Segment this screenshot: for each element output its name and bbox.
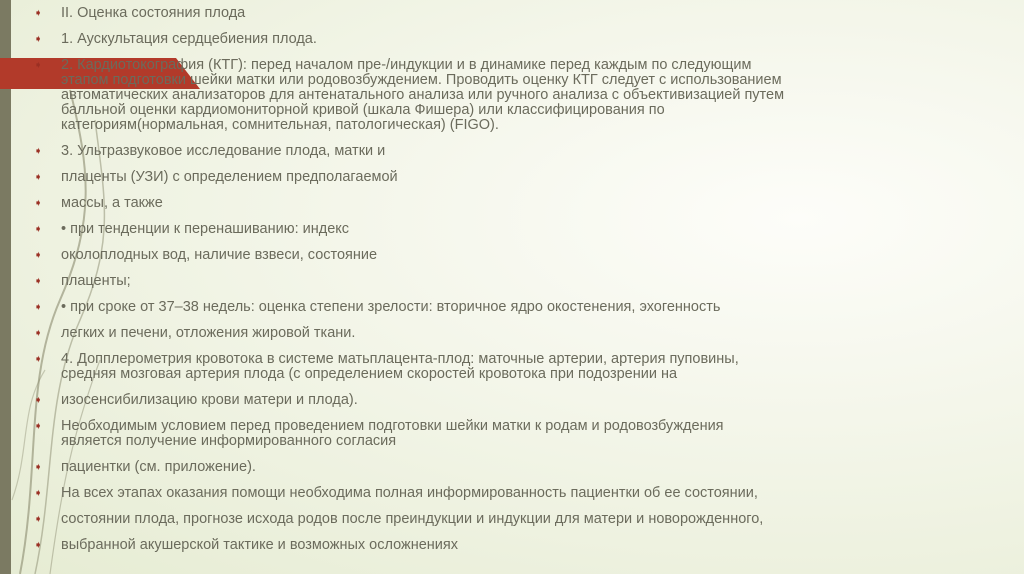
list-item-text: 2. Кардиотокография (КТГ): перед началом пре-/индукции и в динамике перед каждым по следующим этапом подготовки шейки матки или родовозбуждением. Проводить оценку КТГ следует с использованием автоматических анализаторов для антенатального анализа или ручного анализа с объективизацией путем балльной оценки кардиомониторной кривой (шкала Фишера) или классифицирования по категориям(нормальная, сомнительная, патологическая) (FIGO). bbox=[61, 57, 785, 133]
arrow-bullet-icon: ➧ bbox=[34, 302, 43, 313]
list-item-text: массы, а также bbox=[61, 195, 163, 211]
list-item bbox=[34, 393, 994, 408]
arrow-bullet-icon: ➧ bbox=[34, 395, 43, 406]
arrow-bullet-icon: ➧ bbox=[34, 421, 43, 432]
list-item bbox=[34, 6, 994, 21]
arrow-bullet-icon: ➧ bbox=[34, 354, 43, 365]
list-item-text: Необходимым условием перед проведением подготовки шейки матки к родам и родовозбуждения является получение информированного согласия bbox=[61, 418, 724, 449]
arrow-bullet-icon: ➧ bbox=[34, 146, 43, 157]
list-item bbox=[34, 274, 994, 289]
list-item-text: выбранной акушерской тактике и возможных осложнениях bbox=[61, 537, 459, 553]
arrow-bullet-icon: ➧ bbox=[34, 250, 43, 261]
list-item bbox=[34, 170, 994, 185]
arrow-bullet-icon: ➧ bbox=[34, 488, 43, 499]
arrow-bullet-icon: ➧ bbox=[34, 8, 43, 19]
list-item-text: околоплодных вод, наличие взвеси, состояние bbox=[61, 247, 378, 263]
list-item-text: легких и печени, отложения жировой ткани. bbox=[61, 325, 356, 341]
list-item-text: 4. Допплерометрия кровотока в системе матьплацента-плод: маточные артерии, артерия пуповины, средняя мозговая артерия плода (с определением скоростей кровотока при подозрении на bbox=[61, 351, 739, 382]
list-item-text: • при сроке от 37–38 недель: оценка степени зрелости: вторичное ядро окостенения, эхогенность bbox=[61, 299, 721, 315]
list-item bbox=[34, 144, 994, 159]
arrow-bullet-icon: ➧ bbox=[34, 198, 43, 209]
arrow-bullet-icon: ➧ bbox=[34, 328, 43, 339]
list-item bbox=[34, 222, 994, 237]
arrow-bullet-icon: ➧ bbox=[34, 172, 43, 183]
list-item-text: состоянии плода, прогнозе исхода родов после преиндукции и индукции для матери и новорожденного, bbox=[61, 511, 764, 527]
list-item bbox=[34, 326, 994, 341]
list-item-text: На всех этапах оказания помощи необходима полная информированность пациентки об ее состоянии, bbox=[61, 485, 758, 501]
list-item-text: плаценты (УЗИ) с определением предполагаемой bbox=[61, 169, 398, 185]
arrow-bullet-icon: ➧ bbox=[34, 34, 43, 45]
list-item bbox=[34, 32, 994, 47]
list-item-text: 3. Ультразвуковое исследование плода, матки и bbox=[61, 143, 386, 159]
list-item bbox=[34, 196, 994, 211]
arrow-bullet-icon: ➧ bbox=[34, 514, 43, 525]
list-item bbox=[34, 419, 994, 449]
list-item bbox=[34, 352, 994, 382]
arrow-bullet-icon: ➧ bbox=[34, 540, 43, 551]
list-item-text: • при тенденции к перенашиванию: индекс bbox=[61, 221, 350, 237]
arrow-bullet-icon: ➧ bbox=[34, 462, 43, 473]
list-item bbox=[34, 486, 994, 501]
arrow-bullet-icon: ➧ bbox=[34, 60, 43, 71]
list-item-text: пациентки (см. приложение). bbox=[61, 459, 256, 475]
list-item bbox=[34, 538, 994, 553]
list-item-text: II. Оценка состояния плода bbox=[61, 5, 246, 21]
list-item-text: 1. Аускультация сердцебиения плода. bbox=[61, 31, 317, 47]
list-item bbox=[34, 300, 994, 315]
list-item-text: изосенсибилизацию крови матери и плода). bbox=[61, 392, 358, 408]
arrow-bullet-icon: ➧ bbox=[34, 224, 43, 235]
list-item-text: плаценты; bbox=[61, 273, 131, 289]
list-item bbox=[34, 512, 994, 527]
arrow-bullet-icon: ➧ bbox=[34, 276, 43, 287]
slide-content bbox=[34, 6, 994, 564]
list-item bbox=[34, 460, 994, 475]
list-item bbox=[34, 248, 994, 263]
list-item bbox=[34, 58, 994, 133]
